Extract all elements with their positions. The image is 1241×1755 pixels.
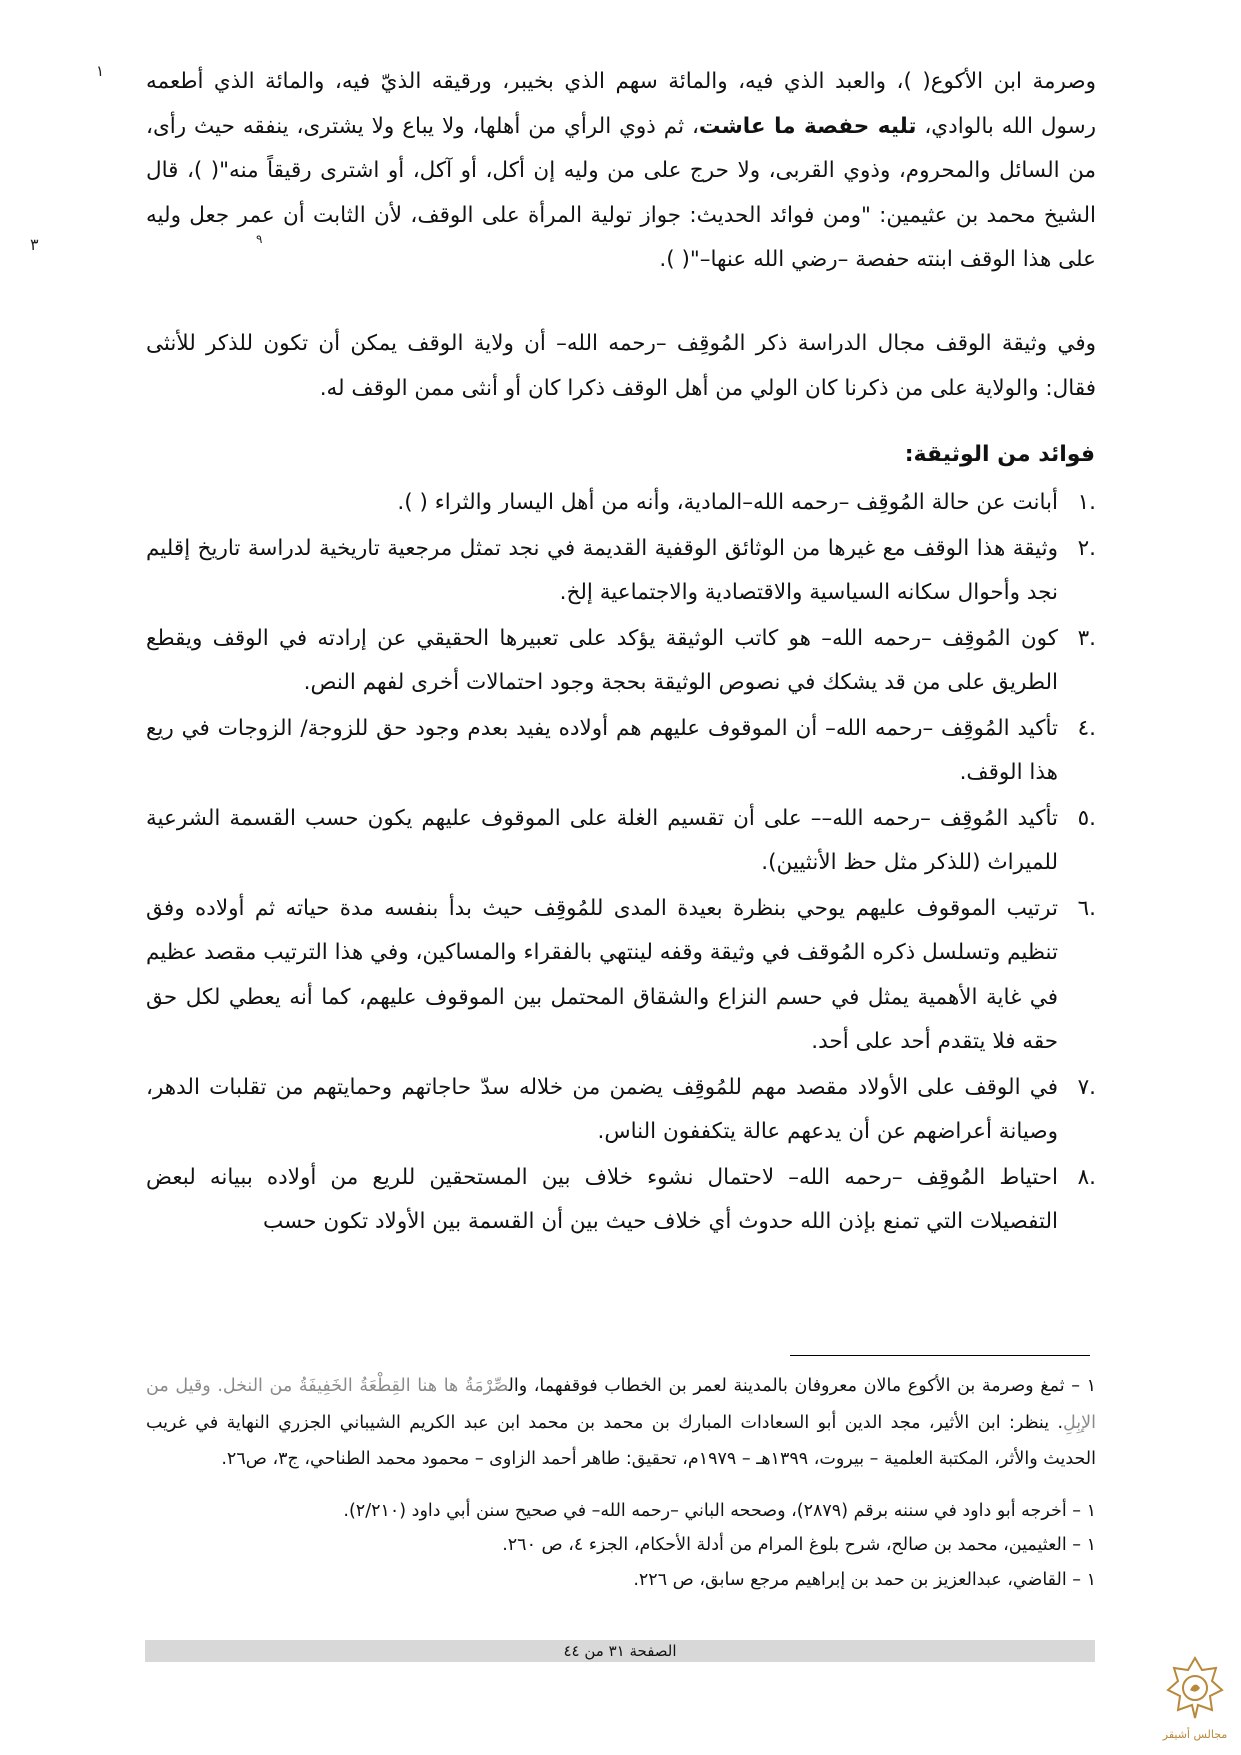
benefit-item [146, 617, 1096, 706]
watermark-logo [1160, 1650, 1230, 1750]
benefit-number: .٢ [1077, 535, 1096, 561]
benefit-text: تأكيد المُوقِف –رحمه الله– أن الموقوف عليهم هم أولاده يفيد بعدم وجود حق للزوجة/ الزوجات في ريع هذا الوقف. [146, 715, 1058, 785]
benefit-item [146, 481, 1096, 526]
svg-text:مجالس أشيقر: مجالس أشيقر [1162, 1728, 1228, 1741]
benefit-number: .٧ [1077, 1074, 1096, 1100]
page-footer [145, 1640, 1095, 1662]
footnote-text: ١ – ثمغ وصرمة بن الأكوع مالان معروفان بالمدينة لعمر بن الخطاب فوقفهما، وال [508, 1376, 1096, 1396]
paragraph-waqf-document [146, 322, 1096, 411]
footnote-3: ١ – العثيمين، محمد بن صالح، شرح بلوغ المرام من أدلة الأحكام، الجزء ٤، ص ٢٦٠. [502, 1535, 1096, 1555]
benefit-number: .١ [1077, 490, 1096, 515]
benefit-number: .٤ [1077, 715, 1096, 741]
benefit-number: .٦ [1077, 895, 1096, 921]
margin-mark: ٩ [256, 232, 263, 246]
benefit-number: .٥ [1077, 805, 1096, 831]
benefit-text: احتياط المُوقِف –رحمه الله– لاحتمال نشوء خلاف بين المستحقين للريع من أولاده ببيانه لبعض التفصيلات التي تمنع بإذن الله حدوث أي خلاف حيث بين أن القسمة بين الأولاد تكون حسب [146, 1164, 1058, 1234]
benefit-text: وثيقة هذا الوقف مع غيرها من الوثائق الوقفية القديمة في نجد تمثل مرجعية تاريخية لدراسة تاريخ إقليم نجد وأحوال سكانه السياسية والاقتصادية والاجتماعية إلخ. [146, 535, 1058, 605]
margin-mark: ١ [96, 62, 105, 80]
paragraph-hadith [146, 60, 1096, 283]
benefit-text: كون المُوقِف –رحمه الله– هو كاتب الوثيقة يؤكد على تعبيرها الحقيقي عن إرادته في الوقف ويقطع الطريق على من قد يشكك في نصوص الوثيقة بحجة وجود احتمالات أخرى لفهم النص. [146, 625, 1058, 695]
benefit-number: .٨ [1077, 1164, 1096, 1190]
benefit-text: أبانت عن حالة المُوقِف –رحمه الله–المادية، وأنه من أهل اليسار والثراء ( ). [397, 490, 1058, 515]
logo-emblem-icon [1160, 1650, 1230, 1750]
paragraph-text: وفي وثيقة الوقف مجال الدراسة ذكر المُوقِف –رحمه الله– أن ولاية الوقف يمكن أن تكون للذكر للأنثى فقال: والولاية على من ذكرنا كان الولي من أهل الوقف ذكرا كان أو أنثى ممن الوقف له. [146, 331, 1096, 401]
benefit-text: ترتيب الموقوف عليهم يوحي بنظرة بعيدة المدى للمُوقِف حيث بدأ بنفسه مدة حياته ثم أولاده وفق تنظيم وتسلسل ذكره المُوقف في وثيقة وقفه لينتهي بالفقراء والمساكين، وفي هذا الترتيب مقصد عظيم في غاية الأهمية يمثل في حسم النزاع والشقاق المحتمل بين الموقوف عليهم، كما أنه يعطي لكل حق حقه فلا يتقدم أحد على أحد. [146, 895, 1058, 1054]
footnote-1 [146, 1368, 1096, 1478]
section-heading: فوائد من الوثيقة: [904, 442, 1095, 467]
footnote-text: . ينظر: ابن الأثير، مجد الدين أبو السعادات المبارك بن محمد بن محمد ابن عبد الكريم الشيباني الجزري النهاية في غريب الحديث والأثر، المكتبة العلمية – بيروت، ١٣٩٩هـ – ١٩٧٩م، تحقيق: طاهر أحمد الزاوى – محمود محمد الطناحي، ج٣، ص٢٦. [146, 1412, 1096, 1469]
benefit-item [146, 887, 1096, 1065]
benefit-item [146, 1066, 1096, 1155]
benefit-item [146, 527, 1096, 616]
benefits-list [146, 481, 1096, 1246]
paragraph-text: وصرمة ابن الأكوع( )، والعبد الذي فيه، والمائة سهم الذي بخيبر، ورقيقه الذيّ فيه، والمائة الذي أطعمه رسول الله بالوادي، تليه حفصة ما عاشت، ثم ذوي الرأي من أهلها، ولا يباع ولا يشترى، ينفقه حيث رأى، من السائل والمحروم، وذوي القربى، ولا حرج على من وليه إن أكل، أو آكل، أو اشترى رقيقاً منه"( )، قال الشيخ محمد بن عثيمين: "ومن فوائد الحديث: جواز تولية المرأة على الوقف، لأن الثابت أن عمر جعل وليه على هذا الوقف ابنته حفصة –رضي الله عنها–"( ). [146, 69, 1096, 272]
footnote-4: ١ – القاضي، عبدالعزيز بن حمد بن إبراهيم مرجع سابق، ص ٢٢٦. [633, 1570, 1096, 1590]
footnote-definition: صِّرْمَةُ ها هنا القِطْعَةُ الخَفِيفَةُ من النخل. وقيل من الإبِلِ [146, 1376, 1096, 1433]
benefit-item [146, 1156, 1096, 1245]
emphasis-text: تليه حفصة ما عاشت [698, 113, 917, 139]
benefit-number: .٣ [1077, 625, 1096, 651]
benefit-item [146, 707, 1096, 796]
footnote-2: ١ – أخرجه أبو داود في سننه برقم (٢٨٧٩)، وصححه الباني –رحمه الله– في صحيح سنن أبي داود (٢/٢١٠). [343, 1501, 1096, 1521]
benefit-item [146, 797, 1096, 886]
benefit-text: تأكيد المُوقِف –رحمه الله–– على أن تقسيم الغلة على الموقوف عليهم يكون حسب القسمة الشرعية للميراث (للذكر مثل حظ الأنثيين). [146, 805, 1058, 875]
benefit-text: في الوقف على الأولاد مقصد مهم للمُوقِف يضمن من خلاله سدّ حاجاتهم وحمايتهم من تقلبات الدهر، وصيانة أعراضهم عن أن يدعهم عالة يتكففون الناس. [146, 1074, 1058, 1144]
footnote-divider [790, 1355, 1090, 1356]
margin-mark: ٣ [30, 235, 39, 254]
page-number: الصفحة ٣١ من ٤٤ [563, 1642, 677, 1660]
